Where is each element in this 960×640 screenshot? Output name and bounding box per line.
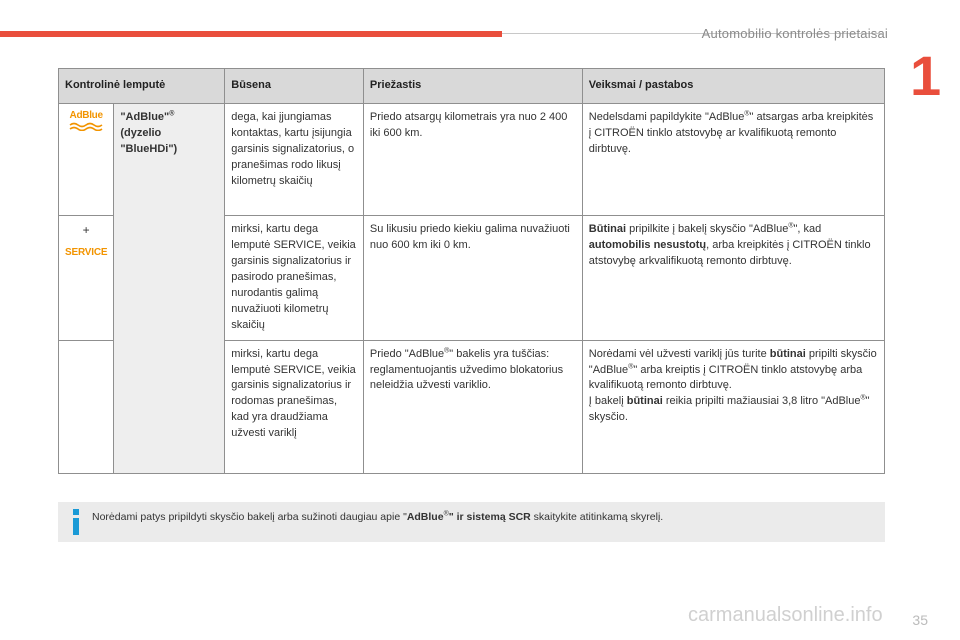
plus-sign: + bbox=[82, 223, 90, 237]
watermark: carmanualsonline.info bbox=[688, 604, 883, 626]
page-number: 35 bbox=[912, 612, 928, 628]
registered-mark: ® bbox=[788, 222, 794, 230]
registered-mark: ® bbox=[860, 394, 866, 402]
row2-state: mirksi, kartu dega lemputė SERVICE, veikia garsinis signalizatorius ir pasirodo pranešimas, nurodantis galimą nuvažiuoti kilometrų skaičių bbox=[225, 216, 364, 341]
row1-action bbox=[582, 104, 884, 216]
info-text-start: Norėdami patys pripildyti skysčio bakelį arba sužinoti daugiau apie " bbox=[92, 511, 407, 523]
info-note bbox=[58, 502, 885, 542]
row3-action-emphasis-2: būtinai bbox=[626, 395, 663, 408]
row1-action-text-end: " atsargas arba kreipkitės į CITROËN tinklo atstovybę ar kvalifikuotą remonto dirbtuvę. bbox=[588, 111, 874, 155]
registered-mark: ® bbox=[628, 362, 634, 370]
indicator-icon-cell bbox=[59, 104, 114, 216]
row2-action-text-end: , arba kreipkitės į CITROËN tinklo atstovybę arkvalifikuotą remonto dirbtuvę. bbox=[588, 238, 871, 267]
info-text bbox=[92, 511, 872, 523]
row1-action-text: Nedelsdami papildykite "AdBlue bbox=[588, 111, 745, 123]
row3-action-text-end: " skysčio. bbox=[588, 395, 870, 424]
row2-action-emphasis-2: automobilis nesustotų bbox=[588, 238, 707, 251]
row3-action-text-5: reikia pripilti mažiausiai 3,8 litro "AdBlue bbox=[662, 395, 861, 408]
registered-mark: ® bbox=[444, 346, 450, 354]
row3-cause-text-end: " bakelis yra tuščias: reglamentuojantis užvedimo blokatorius neleidžia užvesti variklio. bbox=[369, 347, 564, 392]
info-icon bbox=[68, 508, 84, 536]
table-row bbox=[59, 104, 885, 216]
row3-action bbox=[582, 340, 884, 473]
row1-cause: Priedo atsargų kilometrais yra nuo 2 400 iki 600 km. bbox=[363, 104, 582, 216]
info-emphasis-2: " ir sistemą SCR bbox=[448, 511, 531, 523]
row3-state: mirksi, kartu dega lemputė SERVICE, veikia garsinis signalizatorius ir rodomas pranešimas, kad yra draudžiama užvesti variklį bbox=[225, 340, 364, 473]
row1-state: dega, kai įjungiamas kontaktas, kartu įsijungia garsinis signalizatorius, o pranešimas rodo likusį kilometrų skaičių bbox=[225, 104, 364, 216]
adblue-wave-icon bbox=[69, 122, 103, 131]
adblue-icon-label: AdBlue bbox=[69, 110, 103, 121]
indicator-name-cell bbox=[114, 104, 225, 474]
header-accent-bar bbox=[0, 31, 502, 37]
registered-mark: ® bbox=[443, 510, 449, 518]
info-text-end: skaitykite atitinkamą skyrelį. bbox=[530, 511, 664, 523]
service-warning-icon: SERVICE bbox=[65, 247, 108, 259]
table-header-row bbox=[59, 69, 885, 104]
service-icon-cell bbox=[59, 216, 114, 341]
column-header-indicator: Kontrolinė lemputė bbox=[59, 69, 225, 104]
row3-action-text-4: Į bakelį bbox=[588, 395, 627, 408]
row3-action-text: Norėdami vėl užvesti variklį jūs turite bbox=[588, 347, 770, 360]
indicator-name: "AdBlue" bbox=[120, 111, 170, 123]
row3-action-text-3: " arba kreiptis į CITROËN tinklo atstovybę arba kvalifikuotą remonto dirbtuvę. bbox=[588, 363, 863, 392]
empty-icon-cell bbox=[59, 340, 114, 473]
adblue-warning-icon bbox=[68, 110, 104, 137]
column-header-actions: Veiksmai / pastabos bbox=[582, 69, 884, 104]
registered-mark: ® bbox=[744, 110, 750, 118]
registered-mark: ® bbox=[169, 110, 175, 118]
row2-action-emphasis: Būtinai bbox=[588, 223, 627, 235]
row2-action bbox=[582, 216, 884, 341]
row3-action-text-2: pripilti skysčio "AdBlue bbox=[588, 347, 877, 376]
column-header-state: Būsena bbox=[225, 69, 364, 104]
indicator-name-detail: (dyzelio "BlueHDi") bbox=[120, 126, 178, 155]
indicator-table bbox=[58, 68, 885, 474]
row2-cause: Su likusiu priedo kiekiu galima nuvažiuoti nuo 600 km iki 0 km. bbox=[363, 216, 582, 341]
info-emphasis: AdBlue bbox=[406, 511, 444, 523]
chapter-number: 1 bbox=[910, 44, 942, 107]
row2-action-text-mid: ", kad bbox=[793, 223, 822, 235]
row3-cause bbox=[363, 340, 582, 473]
running-title: Automobilio kontrolės prietaisai bbox=[701, 26, 888, 41]
row3-action-emphasis: būtinai bbox=[769, 347, 806, 360]
row3-cause-text: Priedo "AdBlue bbox=[369, 347, 445, 360]
column-header-cause: Priežastis bbox=[363, 69, 582, 104]
row2-action-text: pripilkite į bakelį skysčio "AdBlue bbox=[626, 223, 789, 235]
